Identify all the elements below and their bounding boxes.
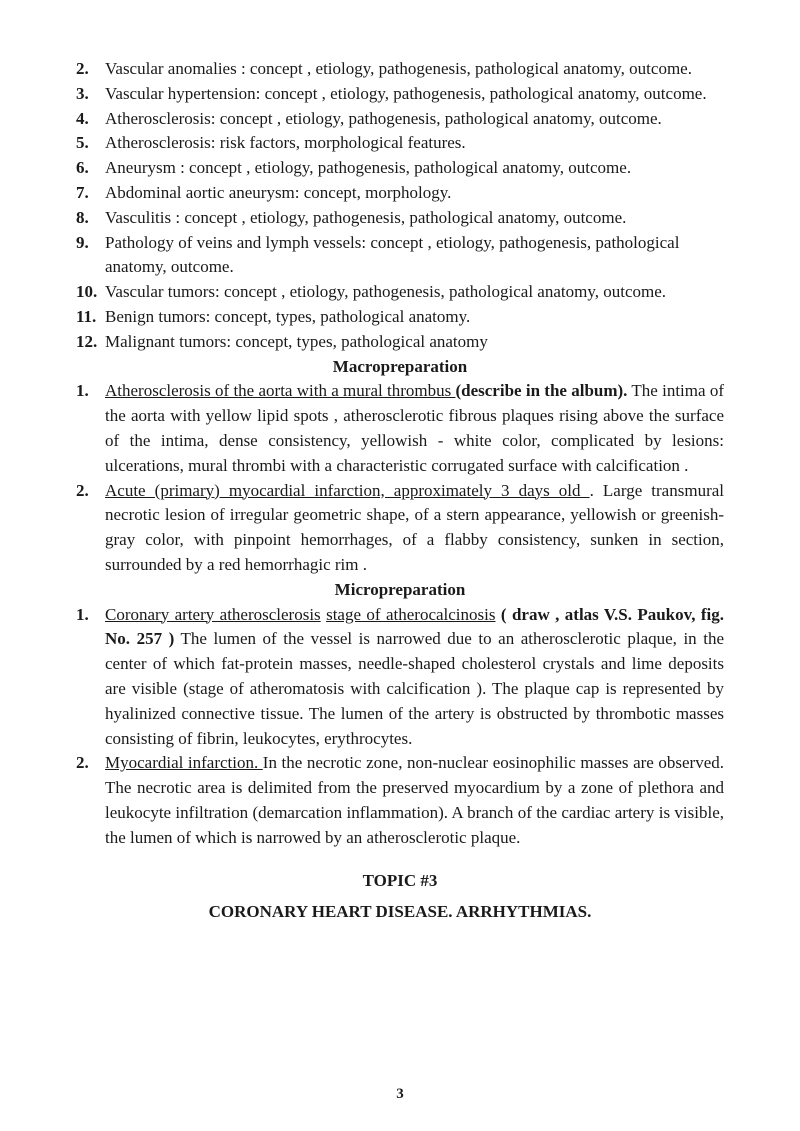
item-number: 2. (76, 480, 89, 500)
question-item (76, 107, 724, 132)
question-item (76, 231, 724, 281)
question-item (76, 305, 724, 330)
item-title: Myocardial infarction. (105, 753, 263, 773)
item-text: Aneurysm : concept , etiology, pathogenesis, pathological anatomy, outcome. (105, 158, 632, 178)
item-number: 9. (76, 232, 89, 252)
item-number: 7. (76, 182, 89, 202)
item-number: 1. (76, 604, 89, 624)
item-number: 8. (76, 207, 89, 227)
question-item (76, 156, 724, 181)
item-number: 1. (76, 381, 89, 401)
item-subtitle: stage of atherocalcinosis (326, 604, 496, 624)
item-description: The intima of the aorta with yellow lipid spots , atherosclerotic fibrous plaques rising above the surface of the intima, dense consistency, yellowish - white color, complicated by lesions: ulcerations, mural thrombi with a characteristic corrugated surface with calcification . (105, 381, 724, 475)
item-title: Coronary artery atherosclerosis (105, 604, 321, 624)
item-number: 11. (76, 306, 97, 326)
macropreparation-item (76, 379, 724, 478)
item-text: Vascular anomalies : concept , etiology, pathogenesis, pathological anatomy, outcome. (105, 59, 692, 78)
micropreparation-list (76, 603, 724, 851)
item-number: 2. (76, 753, 89, 773)
item-text: Abdominal aortic aneurysm: concept, morphology. (105, 182, 452, 202)
micropreparation-item (76, 751, 724, 850)
item-number: 4. (76, 108, 89, 128)
item-description: In the necrotic zone, non-nuclear eosinophilic masses are observed. The necrotic area is delimited from the preserved myocardium by a zone of plethora and leukocyte infiltration (demarcation inflammation). A branch of the cardiac artery is visible, the lumen of which is narrowed by an atherosclerotic plaque. (105, 753, 724, 847)
item-title: Atherosclerosis of the aorta with a mural thrombus (105, 381, 456, 401)
questions-list (76, 57, 724, 355)
item-text: Atherosclerosis: risk factors, morphological features. (105, 133, 466, 153)
page-content (76, 57, 724, 925)
item-instruction: (describe in the album). (455, 381, 628, 401)
item-number: 5. (76, 133, 89, 153)
question-item (76, 181, 724, 206)
item-number: 6. (76, 158, 89, 178)
macropreparation-heading: Macropreparation (332, 356, 468, 376)
question-item (76, 280, 724, 305)
item-description: . Large transmural necrotic lesion of irregular geometric shape, of a stern appearance, yellowish or greenish-gray color, with pinpoint hemorrhages, of a flabby consistency, sunken in section, surrounded by a red hemorrhagic rim . (105, 480, 724, 574)
question-item (76, 82, 724, 107)
topic-label: TOPIC #3 (362, 870, 438, 890)
item-instruction: ( draw , atlas V.S. Paukov, fig. No. 257 ) (105, 604, 724, 649)
item-title: Acute (primary) myocardial infarction, approximately 3 days old (105, 480, 590, 500)
item-number: 2. (76, 59, 89, 78)
micropreparation-item (76, 603, 724, 752)
item-text: Malignant tumors: concept, types, pathological anatomy (105, 331, 488, 351)
macropreparation-item (76, 479, 724, 578)
question-item (76, 57, 724, 82)
item-number: 3. (76, 83, 89, 103)
item-text: Vasculitis : concept , etiology, pathogenesis, pathological anatomy, outcome. (105, 207, 627, 227)
macropreparation-list (76, 379, 724, 577)
question-item (76, 330, 724, 355)
question-item (76, 131, 724, 156)
item-description: The lumen of the vessel is narrowed due to an atherosclerotic plaque, in the center of which fat-protein masses, needle-shaped cholesterol crystals and lime deposits are visible (stage of atheromatosis with calcification ). The plaque cap is represented by hyalinized connective tissue. The lumen of the artery is obstructed by thrombotic masses consisting of fibrin, leukocytes, erythrocytes. (105, 629, 724, 748)
item-text: Vascular hypertension: concept , etiology, pathogenesis, pathological anatomy, outcome. (105, 83, 707, 103)
item-text: Benign tumors: concept, types, pathological anatomy. (105, 306, 471, 326)
question-item (76, 206, 724, 231)
item-number: 10. (76, 282, 98, 302)
item-text: Vascular tumors: concept , etiology, pathogenesis, pathological anatomy, outcome. (105, 282, 667, 302)
item-text: Atherosclerosis: concept , etiology, pathogenesis, pathological anatomy, outcome. (105, 108, 662, 128)
micropreparation-heading: Micropreparation (334, 579, 466, 599)
page-number: 3 (396, 1086, 404, 1102)
item-number: 12. (76, 331, 98, 351)
topic-title: CORONARY HEART DISEASE. ARRHYTHMIAS. (208, 902, 592, 922)
item-text: Pathology of veins and lymph vessels: concept , etiology, pathogenesis, pathological anatomy, outcome. (105, 232, 680, 277)
